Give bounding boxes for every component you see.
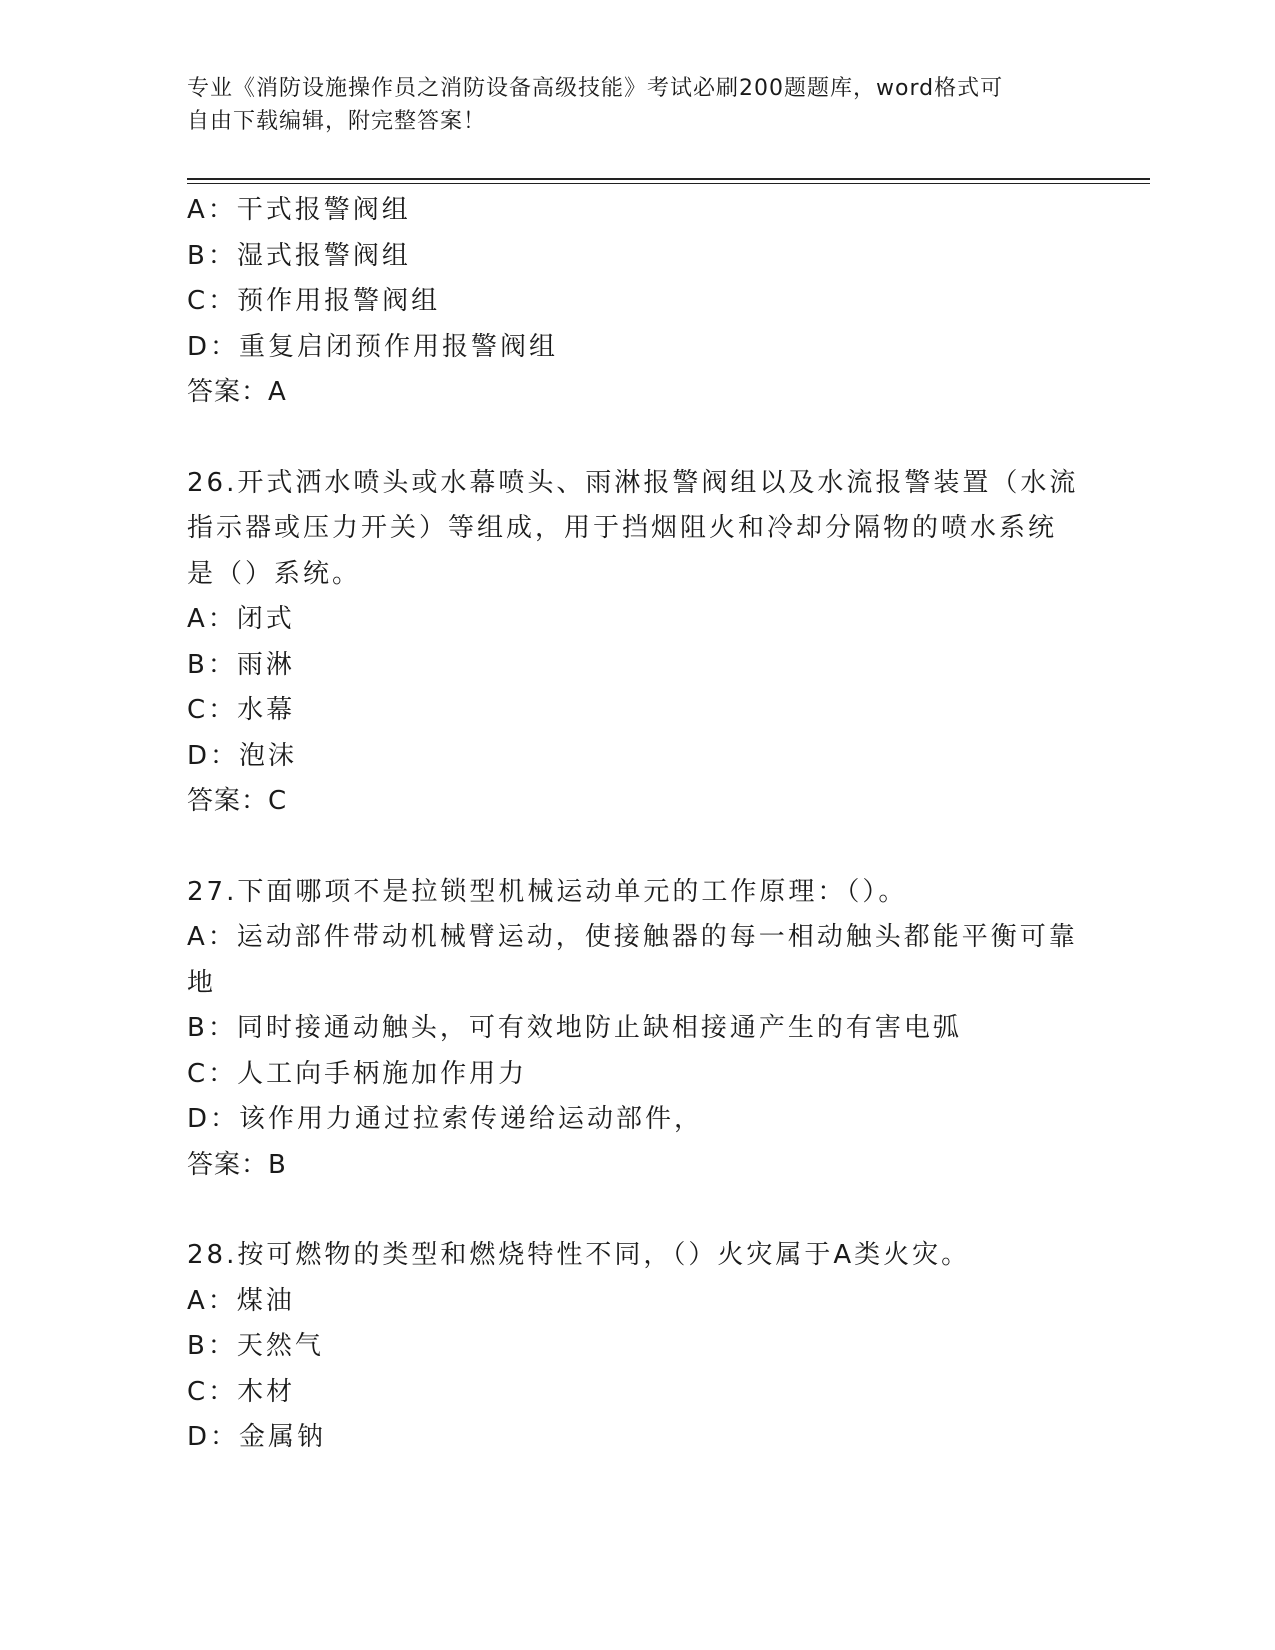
q25-option-d: D：重复启闭预作用报警阀组 (187, 331, 559, 362)
question-27-block (187, 870, 1087, 1189)
spacer (187, 416, 1087, 461)
q27-stem-line-1: 27.下面哪项不是拉锁型机械运动单元的工作原理：（）。 (187, 876, 908, 907)
q25-option-a: A：干式报警阀组 (187, 195, 411, 225)
q26-stem-line-1: 26.开式洒水喷头或水幕喷头、雨淋报警阀组以及水流报警装置（水流 (187, 467, 1079, 498)
q27-option-a-line-1: A：运动部件带动机械臂运动，使接触器的每一相动触头都能平衡可靠 (187, 922, 1078, 952)
q25-option-c: C：预作用报警阀组 (187, 286, 441, 316)
q26-option-c: C：水幕 (187, 695, 296, 725)
q28-option-b: B：天然气 (187, 1331, 324, 1361)
q26-option-b: B：雨淋 (187, 649, 295, 680)
spacer (187, 825, 1087, 870)
q28-option-d: D：金属钠 (187, 1422, 327, 1452)
header-line-1: 专业《消防设施操作员之消防设备高级技能》考试必刷200题题库，word格式可 (187, 76, 1004, 101)
question-content (187, 188, 1087, 1461)
header-divider-thin (187, 183, 1150, 184)
q28-option-a: A：煤油 (187, 1285, 295, 1316)
q26-stem-line-2: 指示器或压力开关）等组成，用于挡烟阻火和冷却分隔物的喷水系统 (187, 513, 1058, 543)
q25-option-b: B：湿式报警阀组 (187, 240, 411, 271)
q26-option-d: D：泡沫 (187, 740, 298, 771)
q26-answer: 答案：C (187, 786, 288, 816)
question-25-block (187, 188, 1087, 416)
q27-option-c: C：人工向手柄施加作用力 (187, 1058, 528, 1089)
header-line-2: 自由下载编辑，附完整答案！ (187, 109, 487, 134)
q25-answer: 答案：A (187, 377, 287, 407)
q27-option-a-line-2: 地 (187, 967, 217, 998)
header-divider-thick (187, 178, 1150, 180)
spacer (187, 1188, 1087, 1233)
q27-option-b: B：同时接通动触头，可有效地防止缺相接通产生的有害电弧 (187, 1013, 962, 1043)
question-26-block (187, 461, 1087, 825)
q28-option-c: C：木材 (187, 1376, 296, 1407)
q26-option-a: A：闭式 (187, 604, 295, 634)
q28-stem-line-1: 28.按可燃物的类型和燃烧特性不同，（）火灾属于A类火灾。 (187, 1240, 971, 1270)
q27-answer: 答案：B (187, 1149, 287, 1180)
question-28-block (187, 1233, 1087, 1461)
q27-option-d: D：该作用力通过拉索传递给运动部件， (187, 1104, 704, 1134)
document-header (187, 72, 1067, 138)
q26-stem-line-3: 是（）系统。 (187, 558, 362, 589)
